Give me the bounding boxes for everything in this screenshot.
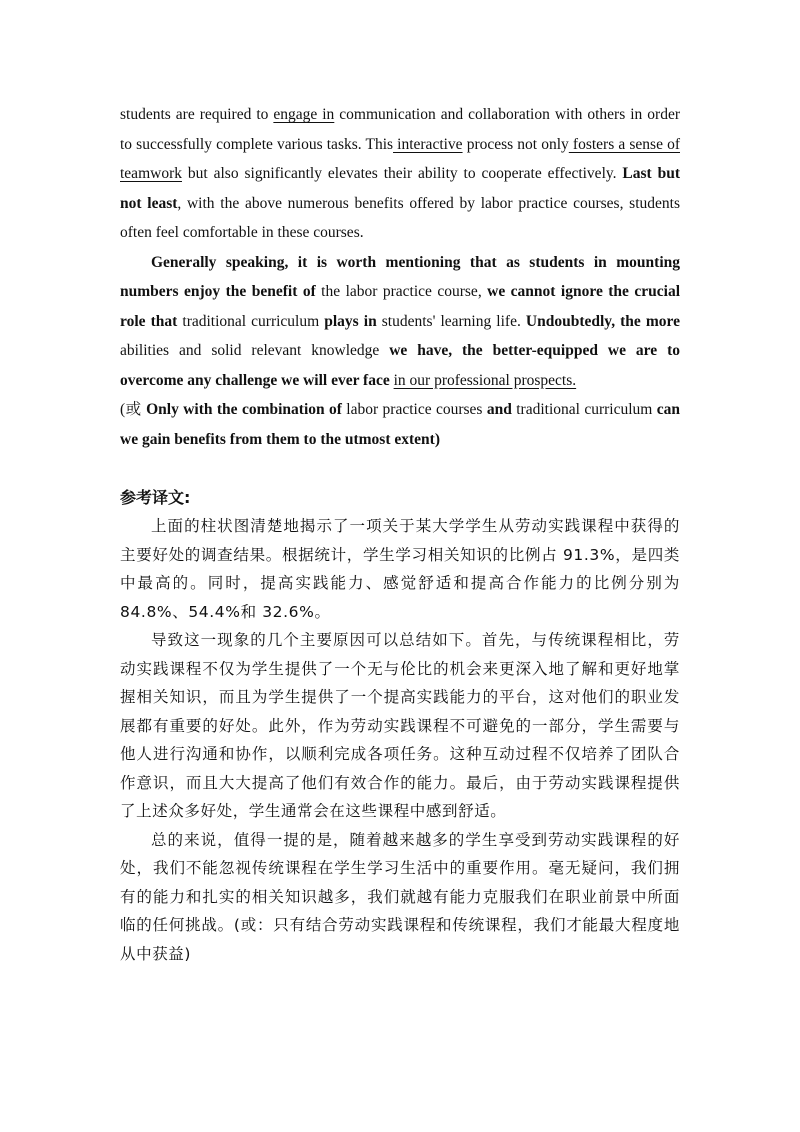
underlined-phrase: interactive [393,135,463,153]
text-run: , with the above numerous benefits offered by labor practice courses, students often feel comfortable in these courses. [120,194,680,241]
text-run: students' learning life. [376,312,526,330]
underlined-phrase: in our professional prospects. [393,371,577,389]
translation-paragraph-3: 总的来说，值得一提的是，随着越来越多的学生享受到劳动实践课程的好处，我们不能忽视传统课程在学生学习生活中的重要作用。毫无疑问，我们拥有的能力和扎实的相关知识越多，我们就越有能力克服我们在职业前景中所面临的任何挑战。(或：只有结合劳动实践课程和传统课程，我们才能最大程度地从中获益) [120,830,680,963]
translation-paragraph-1: 上面的柱状图清楚地揭示了一项关于某大学学生从劳动实践课程中获得的主要好处的调查结果。根据统计，学生学习相关知识的比例占 91.3%，是四类中最高的。同时，提高实践能力、感觉舒适和提高合作能力的比例分别为 84.8%、54.4%和 32.6%。 [120,517,680,621]
translation-section [120,512,680,968]
document-page [120,100,680,968]
translation-heading: 参考译文: [120,488,191,507]
text-run: traditional curriculum [511,401,657,418]
text-run: students are required to [120,106,274,123]
translation-paragraph-2: 导致这一现象的几个主要原因可以总结如下。首先，与传统课程相比，劳动实践课程不仅为学生提供了一个无与伦比的机会来更深入地了解和更好地掌握相关知识，而且为学生提供了一个提高实践能力的平台，这对他们的职业发展都有重要的好处。此外，作为劳动实践课程不可避免的一部分，学生需要与他人进行沟通和协作，以顺利完成各项任务。这种互动过程不仅培养了团队合作意识，而且大大提高了他们有效合作的能力。最后，由于劳动实践课程提供了上述众多好处，学生通常会在这些课程中感到舒适。 [120,631,680,820]
bold-phrase: and [486,401,512,418]
text-run: communication and collaboration with others in order to successfully complete various tasks. This [120,106,680,153]
text-run: labor practice courses [341,401,487,418]
bold-phrase: we have, the better-equipped we are to overcome any challenge we will ever face [120,342,680,389]
english-paragraph-2 [120,248,680,396]
text-run: process not only [462,135,569,153]
text-run: (或 [120,401,147,418]
english-paragraph-3 [120,395,680,454]
text-run: the labor practice course, [315,283,488,300]
bold-phrase: we cannot ignore the crucial role that [120,283,681,330]
bold-phrase: can we gain benefits from them to the utmost extent) [120,401,680,448]
bold-phrase: plays in [324,312,377,330]
english-section [120,100,680,454]
bold-phrase: Last but not least [120,165,680,212]
underlined-phrase: fosters a sense of teamwork [120,135,680,182]
english-paragraph-1 [120,100,680,248]
bold-phrase: Only with the combination of [146,401,342,418]
text-run: abilities and solid relevant knowledge [120,342,390,359]
bold-phrase: Undoubtedly, the more [525,312,681,330]
underlined-phrase: engage in [273,106,335,123]
bold-phrase: Generally speaking, it is worth mentioning that as students in mounting numbers enjoy the benefit of [120,253,680,300]
text-run: but also significantly elevates their ability to cooperate effectively. [181,165,623,182]
text-run: traditional curriculum [177,312,325,330]
